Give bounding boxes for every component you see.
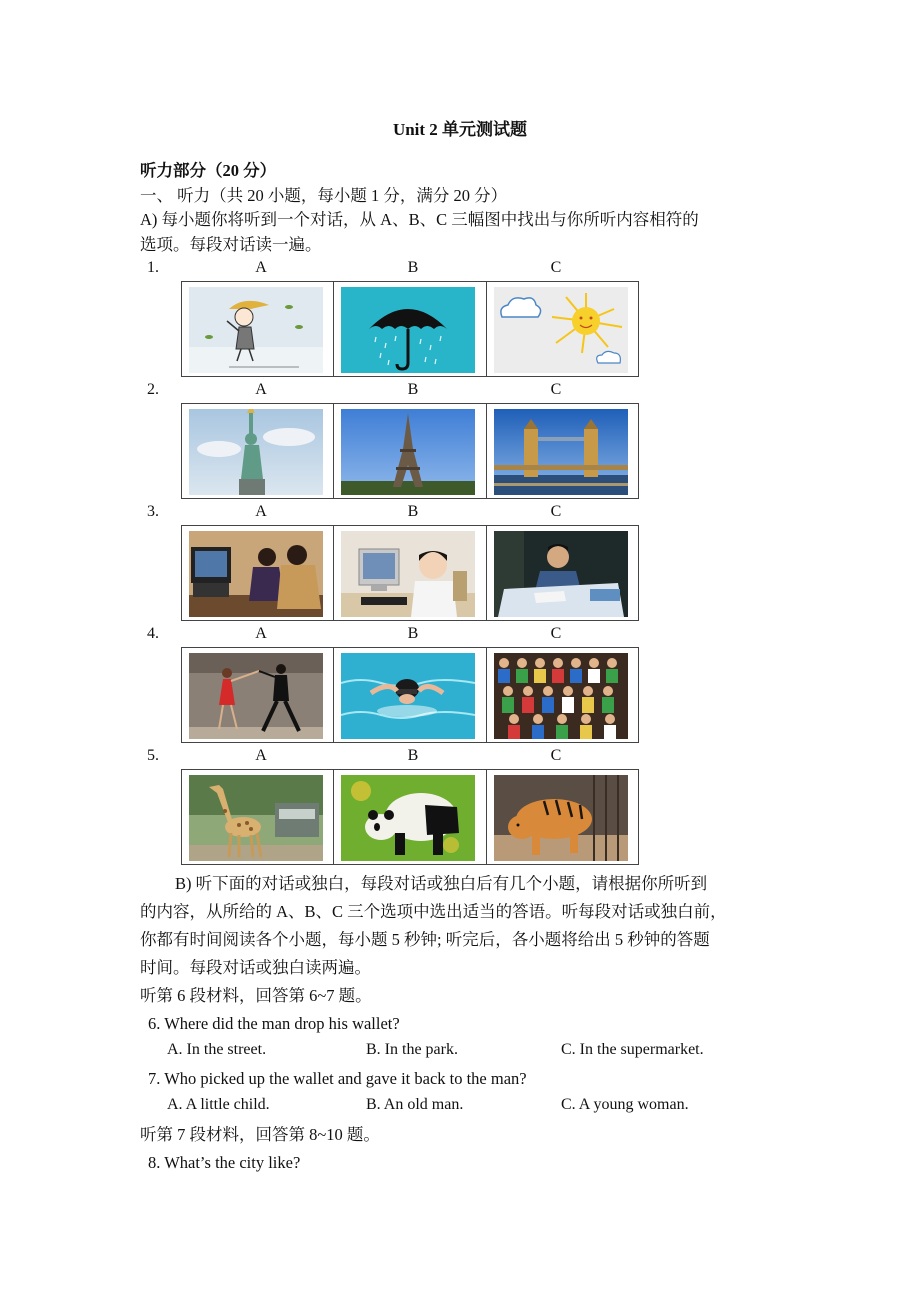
question-6-option-b[interactable]: B. In the park.: [366, 1041, 458, 1058]
watching-tv-image: [189, 531, 323, 617]
part-b-instruction-line3: 你都有时间阅读各个小题，每小题 5 秒钟; 听完后，各小题将给出 5 秒钟的答题: [140, 930, 710, 949]
question-8-text: 8. What’s the city like?: [148, 1153, 301, 1172]
picture-cell[interactable]: [182, 404, 333, 498]
question-7-option-b[interactable]: B. An old man.: [366, 1096, 464, 1113]
option-label-c: C: [550, 503, 562, 520]
picture-cell[interactable]: [486, 282, 638, 376]
picture-grid: [181, 281, 639, 377]
picture-cell[interactable]: [486, 648, 638, 742]
picture-cell[interactable]: [182, 648, 333, 742]
dancing-image: [189, 653, 323, 739]
option-label-b: B: [407, 503, 419, 520]
picture-cell[interactable]: [333, 404, 485, 498]
material-7-heading: 听第 7 段材料，回答第 8~10 题。: [140, 1125, 380, 1144]
part-one-instruction: 一、 听力（共 20 小题，每小题 1 分，满分 20 分）: [140, 186, 508, 205]
question-6-text: 6. Where did the man drop his wallet?: [148, 1014, 400, 1033]
picture-cell[interactable]: [333, 282, 485, 376]
question-6-option-a[interactable]: A. In the street.: [167, 1041, 267, 1058]
option-label-a: A: [255, 747, 267, 764]
question-6-option-c[interactable]: C. In the supermarket.: [561, 1041, 704, 1058]
umbrella-rain-image: [341, 287, 475, 373]
material-6-heading: 听第 6 段材料，回答第 6~7 题。: [140, 986, 372, 1005]
question-number: 3.: [147, 503, 159, 520]
windy-cartoon-image: [189, 287, 323, 373]
option-label-a: A: [255, 625, 267, 642]
option-label-c: C: [550, 381, 562, 398]
question-number: 4.: [147, 625, 159, 642]
option-label-b: B: [407, 381, 419, 398]
picture-grid: [181, 647, 639, 743]
option-label-c: C: [550, 747, 562, 764]
picture-cell[interactable]: [486, 404, 638, 498]
picture-cell[interactable]: [182, 282, 333, 376]
part-a-instruction-line1: A) 每小题你将听到一个对话，从 A、B、C 三幅图中找出与你所听内容相符的: [140, 210, 699, 229]
picture-grid: [181, 525, 639, 621]
picture-cell[interactable]: [486, 770, 638, 864]
picture-cell[interactable]: [182, 770, 333, 864]
part-a-instruction-line2: 选项。每段对话读一遍。: [140, 235, 322, 254]
sun-clouds-image: [494, 287, 628, 373]
picture-cell[interactable]: [486, 526, 638, 620]
statue-of-liberty-image: [189, 409, 323, 495]
option-label-b: B: [407, 747, 419, 764]
picture-cell[interactable]: [182, 526, 333, 620]
option-label-c: C: [550, 625, 562, 642]
option-label-b: B: [407, 259, 419, 276]
question-number: 5.: [147, 747, 159, 764]
option-label-b: B: [407, 625, 419, 642]
giraffe-image: [189, 775, 323, 861]
part-b-instruction-line4: 时间。每段对话或独白读两遍。: [140, 958, 371, 977]
singing-choir-image: [494, 653, 628, 739]
question-number: 1.: [147, 259, 159, 276]
question-7-option-a[interactable]: A. A little child.: [167, 1096, 270, 1113]
option-label-a: A: [255, 503, 267, 520]
picture-cell[interactable]: [333, 648, 485, 742]
question-7-option-c[interactable]: C. A young woman.: [561, 1096, 689, 1113]
using-computer-image: [341, 531, 475, 617]
part-b-instruction-line2: 的内容，从所给的 A、B、C 三个选项中选出适当的答语。听每段对话或独白前，: [140, 902, 727, 921]
tiger-image: [494, 775, 628, 861]
picture-cell[interactable]: [333, 526, 485, 620]
question-number: 2.: [147, 381, 159, 398]
option-label-a: A: [255, 381, 267, 398]
option-label-c: C: [550, 259, 562, 276]
swimming-image: [341, 653, 475, 739]
section-heading: 听力部分（20 分）: [140, 161, 277, 180]
picture-cell[interactable]: [333, 770, 485, 864]
option-label-a: A: [255, 259, 267, 276]
question-7-text: 7. Who picked up the wallet and gave it back to the man?: [148, 1069, 527, 1088]
picture-grid: [181, 403, 639, 499]
picture-grid: [181, 769, 639, 865]
eiffel-tower-image: [341, 409, 475, 495]
panda-image: [341, 775, 475, 861]
page-title: Unit 2 单元测试题: [392, 120, 528, 139]
tower-bridge-image: [494, 409, 628, 495]
part-b-instruction-line1: B) 听下面的对话或独白，每段对话或独白后有几个小题，请根据你所听到: [175, 874, 708, 893]
reading-book-image: [494, 531, 628, 617]
